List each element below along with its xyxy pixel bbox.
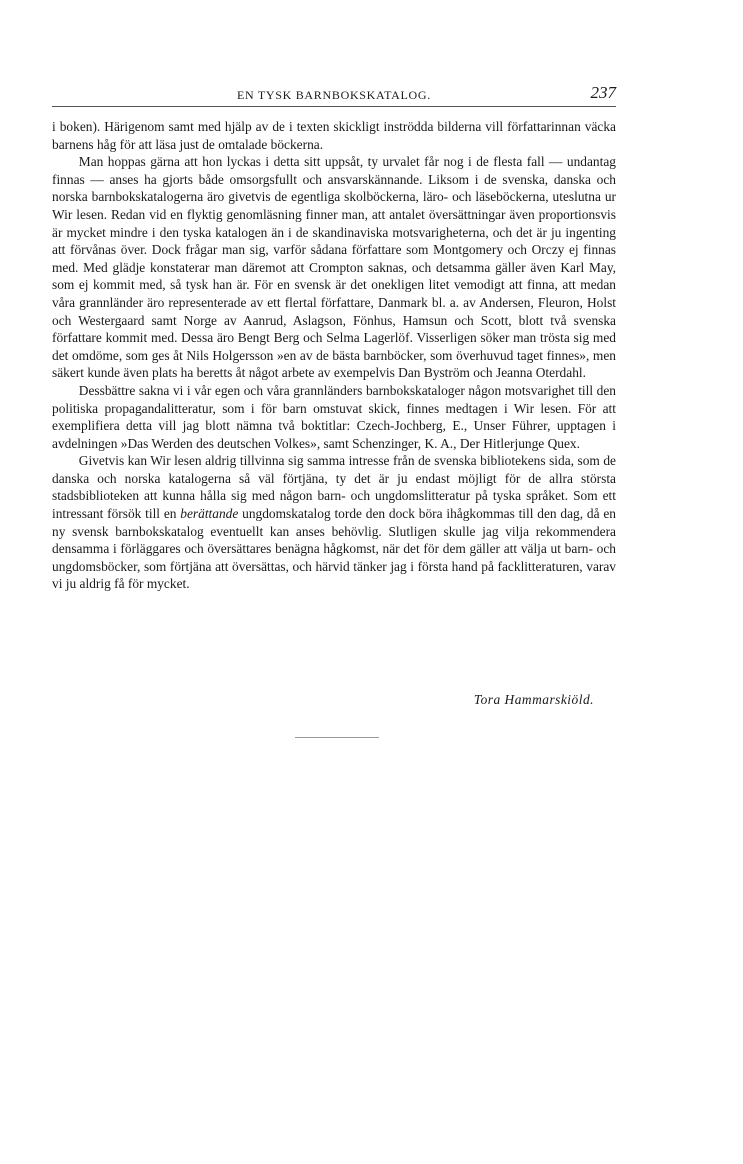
article-body bbox=[52, 118, 616, 593]
paragraph-2: Man hoppas gärna att hon lyckas i detta sitt uppsåt, ty urvalet får nog i de flesta fall — undantag finnas — anses ha gjorts både omsorgsfullt och ansvarskännande. Liksom i de svenska, danska och norska barnbokskatalogerna äro givetvis de egentliga skolböckerna, läro- och läseböckerna, uteslutna ur Wir lesen. Redan vid en flyktig genomläsning finner man, att antalet översättningar även proportionsvis är mycket mindre i den tyska katalogen än i de skandinaviska motsvarigheterna, och det är ju ingenting att förvånas över. Dock frågar man sig, varför sådana författare som Montgomery och Orczy ej finnas med. Med glädje konstaterar man däremot att Crompton saknas, och detsamma gäller även Karl May, som ej kommit med, så tysk han är. För en svensk är det onekligen litet vemodigt att finna, att medan våra grannländer äro representerade av ett flertal författare, Danmark bl. a. av Andersen, Fleuron, Holst och Westergaard samt Norge av Aanrud, Aslagson, Fönhus, Hamsun och Scott, blott två svenska författare kommit med. Dessa äro Bengt Berg och Selma Lagerlöf. Visserligen söker man trösta sig med det omdöme, som ges åt Nils Holgersson »en av de bästa barnböcker, som överhuvud taget finnes», men säkert kunde även plats ha beretts åt något arbete av exempelvis Dan Byström och Jeanna Oterdahl. bbox=[52, 154, 616, 381]
page-header bbox=[52, 83, 616, 107]
paragraph-4-text-a: Givetvis kan Wir lesen aldrig tillvinna sig samma intresse från de svenska bibliotekens sida, som de danska och norska katalogerna så väl förtjäna, ty det är ju endast möjligt för de allra största stadsbiblioteken att kunna hålla sig med någon barn- och ungdomslitteratur på tyska språket. Som ett intressant försök till en bbox=[52, 453, 616, 522]
end-rule bbox=[295, 737, 379, 738]
paragraph-3: Dessbättre sakna vi i vår egen och våra grannländers barnbokskataloger någon motsvarighet till den politiska propagandalitteratur, som i för barn omstuvat skick, finnes medtagen i Wir lesen. För att exemplifiera detta vill jag blott nämna två boktitlar: Czech-Jochberg, E., Unser Führer, upptagen i avdelningen »Das Werden des deutschen Volkes», samt Schenzinger, K. A., Der Hitlerjunge Quex. bbox=[52, 382, 616, 451]
paragraph-1: i boken). Härigenom samt med hjälp av de i texten skickligt inströdda bilderna vill författarinnan väcka barnens håg för att läsa just de omtalade böckerna. bbox=[52, 119, 616, 152]
paragraph-4 bbox=[52, 452, 616, 593]
author-signature: Tora Hammarskiöld. bbox=[473, 692, 594, 707]
running-head: EN TYSK BARNBOKSKATALOG. bbox=[237, 88, 431, 102]
emphasized-word: berättande bbox=[180, 506, 239, 522]
page-number: 237 bbox=[590, 83, 616, 102]
paragraph-4-text-b: ungdomskatalog torde den dock böra ihågkommas till den dag, då en ny svensk barnbokskatalog eventuellt kan anses behövlig. Slutligen skulle jag vilja rekommendera densamma i förläggares och översättares benägna hågkomst, när det för dem gäller att välja ut barn- och ungdomsböcker, som förtjäna att översättas, och härvid tänker jag i första hand på facklitteraturen, varav vi ju aldrig få för mycket. bbox=[52, 506, 616, 592]
